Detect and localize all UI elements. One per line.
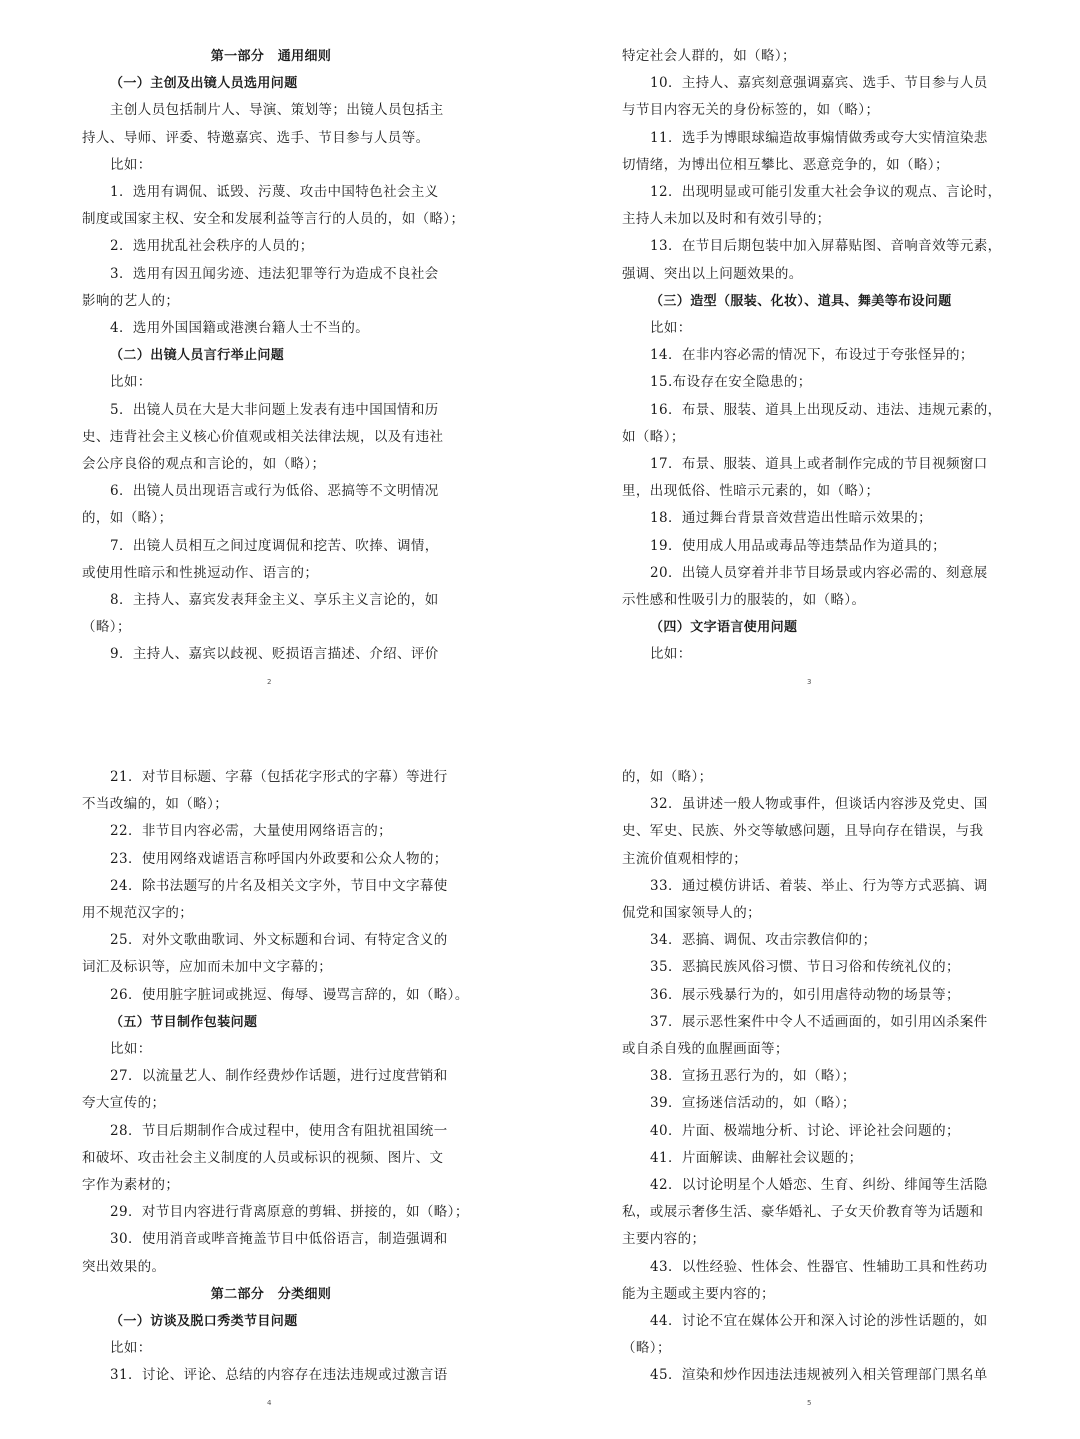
- section-heading: 第二部分 分类细则: [210, 1286, 332, 1302]
- section-heading: （四）文字语言使用问题: [650, 620, 798, 636]
- text-line: 持人、导师、评委、特邀嘉宾、选手、节目参与人员等。: [82, 129, 430, 146]
- section-heading: （一）主创及出镜人员选用问题: [110, 76, 298, 92]
- text-line: 17．布景、服装、道具上或者制作完成的节目视频窗口: [650, 456, 988, 473]
- text-line: 16．布景、服装、道具上出现反动、违法、违规元素的，: [650, 401, 1002, 418]
- text-line: 33．通过模仿讲话、着装、举止、行为等方式恶搞、调: [650, 877, 988, 894]
- text-line: 字作为素材的；: [82, 1177, 180, 1194]
- text-line: 的，如（略）；: [622, 769, 713, 785]
- text-line: 21．对节目标题、字幕（包括花字形式的字幕）等进行: [110, 769, 448, 785]
- text-line: 史、违背社会主义核心价值观或相关法律法规，以及有违社: [82, 428, 444, 445]
- text-line: 29．对节目内容进行背离原意的剪辑、拼接的，如（略）；: [110, 1204, 469, 1221]
- text-line: 强调、突出以上问题效果的。: [622, 265, 803, 282]
- text-line: 与节目内容无关的身份标签的，如（略）；: [622, 102, 880, 119]
- text-line: 15.布设存在安全隐患的；: [650, 374, 812, 391]
- text-line: 或使用性暗示和性挑逗动作、语言的；: [82, 564, 319, 581]
- text-line: （略）；: [82, 619, 131, 636]
- text-line: 私，或展示奢侈生活、豪华婚礼、子女天价教育等为话题和: [622, 1204, 984, 1221]
- text-line: 4．选用外国国籍或港澳台籍人士不当的。: [110, 320, 370, 337]
- text-line: 30．使用消音或哔音掩盖节目中低俗语言，制造强调和: [110, 1231, 448, 1248]
- text-line: 主要内容的；: [622, 1231, 706, 1248]
- text-line: 39．宣扬迷信活动的，如（略）；: [650, 1095, 856, 1112]
- document-page-3: [622, 43, 1000, 669]
- text-line: 38．宣扬丑恶行为的，如（略）；: [650, 1068, 856, 1085]
- text-line: 44．讨论不宜在媒体公开和深入讨论的涉性话题的，如: [650, 1313, 988, 1330]
- text-line: 2．选用扰乱社会秩序的人员的；: [110, 238, 314, 255]
- text-line: 31．讨论、评论、总结的内容存在违法违规或过激言语: [110, 1367, 448, 1384]
- text-line: 34．恶搞、调侃、攻击宗教信仰的；: [650, 932, 877, 949]
- page-number: 5: [807, 1399, 812, 1407]
- text-line: 切情绪，为博出位相互攀比、恶意竞争的，如（略）；: [622, 156, 949, 173]
- text-line: 22．非节目内容必需，大量使用网络语言的；: [110, 823, 393, 840]
- text-line: 比如：: [110, 1041, 152, 1058]
- text-line: 40．片面、极端地分析、讨论、评论社会问题的；: [650, 1122, 960, 1139]
- document-page-5: [622, 764, 1000, 1390]
- text-line: 14．在非内容必需的情况下，布设过于夸张怪异的；: [650, 347, 974, 364]
- text-line: 比如：: [110, 156, 152, 173]
- text-line: 37．展示恶性案件中令人不适画面的，如引用凶杀案件: [650, 1013, 988, 1030]
- text-line: 12．出现明显或可能引发重大社会争议的观点、言论时，: [650, 184, 1002, 201]
- text-line: 和破坏、攻击社会主义制度的人员或标识的视频、图片、文: [82, 1149, 444, 1166]
- text-line: 比如：: [650, 320, 692, 337]
- text-line: 比如：: [110, 374, 152, 391]
- text-line: 突出效果的。: [82, 1258, 166, 1275]
- text-line: 9．主持人、嘉宾以歧视、贬损语言描述、介绍、评价: [110, 646, 439, 663]
- text-line: 会公序良俗的观点和言论的，如（略）；: [82, 456, 326, 473]
- text-line: 42．以讨论明星个人婚恋、生育、纠纷、绯闻等生活隐: [650, 1177, 988, 1194]
- text-line: 11．选手为博眼球编造故事煽情做秀或夸大实情渲染悲: [650, 129, 988, 146]
- document-page-4: [82, 764, 469, 1390]
- text-line: 20．出镜人员穿着并非节目场景或内容必需的、刻意展: [650, 564, 988, 581]
- text-line: 或自杀自残的血腥画面等；: [622, 1041, 789, 1058]
- text-line: 主持人未加以及时和有效引导的；: [622, 211, 831, 228]
- text-line: 3．选用有因丑闻劣迹、违法犯罪等行为造成不良社会: [110, 265, 439, 282]
- page-number: 3: [807, 678, 812, 686]
- text-line: 能为主题或主要内容的；: [622, 1285, 775, 1302]
- section-heading: （一）访谈及脱口秀类节目问题: [110, 1314, 298, 1330]
- text-line: 制度或国家主权、安全和发展利益等言行的人员的，如（略）；: [82, 211, 465, 228]
- text-line: 23．使用网络戏谑语言称呼国内外政要和公众人物的；: [110, 850, 448, 867]
- text-line: 28．节目后期制作合成过程中，使用含有阻扰祖国统一: [110, 1122, 448, 1139]
- text-line: 史、军史、民族、外交等敏感问题，且导向存在错误，与我: [622, 823, 984, 840]
- text-line: 10．主持人、嘉宾刻意强调嘉宾、选手、节目参与人员: [650, 75, 988, 92]
- text-line: 35．恶搞民族风俗习惯、节日习俗和传统礼仪的；: [650, 959, 960, 976]
- text-line: 1．选用有调侃、诋毁、污蔑、攻击中国特色社会主义: [110, 184, 439, 201]
- text-line: 32．虽讲述一般人物或事件，但谈话内容涉及党史、国: [650, 796, 988, 813]
- text-line: 27．以流量艺人、制作经费炒作话题，进行过度营销和: [110, 1068, 448, 1085]
- text-line: 45．渲染和炒作因违法违规被列入相关管理部门黑名单: [650, 1367, 988, 1384]
- text-line: 26．使用脏字脏词或挑逗、侮辱、谩骂言辞的，如（略）。: [110, 986, 469, 1003]
- text-line: 影响的艺人的；: [82, 292, 180, 309]
- text-line: 43．以性经验、性体会、性器官、性辅助工具和性药功: [650, 1258, 988, 1275]
- section-heading: （三）造型（服装、化妆）、道具、舞美等布设问题: [650, 293, 952, 309]
- text-line: 36．展示残暴行为的，如引用虐待动物的场景等；: [650, 986, 960, 1003]
- text-line: 6．出镜人员出现语言或行为低俗、恶搞等不文明情况: [110, 483, 439, 500]
- text-line: 19．使用成人用品或毒品等违禁品作为道具的；: [650, 537, 946, 554]
- document-page-2: [82, 43, 465, 669]
- text-line: 不当改编的，如（略）；: [82, 796, 229, 813]
- text-line: 8．主持人、嘉宾发表拜金主义、享乐主义言论的，如: [110, 592, 439, 609]
- page-number: 2: [267, 678, 272, 686]
- section-heading: （五）节目制作包装问题: [110, 1014, 258, 1030]
- text-line: 主流价值观相悖的；: [622, 850, 748, 867]
- text-line: 比如：: [650, 646, 692, 663]
- page-number: 4: [267, 1399, 272, 1407]
- section-heading: 第一部分 通用细则: [210, 49, 332, 64]
- text-line: （略）；: [622, 1340, 671, 1357]
- section-heading: （二）出镜人员言行举止问题: [110, 348, 285, 364]
- text-line: 18．通过舞台背景音效营造出性暗示效果的；: [650, 510, 933, 527]
- text-line: 用不规范汉字的；: [82, 905, 194, 922]
- text-line: 13．在节目后期包装中加入屏幕贴图、音响音效等元素，: [650, 238, 1002, 255]
- text-line: 41．片面解读、曲解社会议题的；: [650, 1149, 863, 1166]
- text-line: 夸大宣传的；: [82, 1095, 166, 1112]
- text-line: 7．出镜人员相互之间过度调侃和挖苦、吹捧、调情，: [110, 537, 439, 554]
- text-line: 特定社会人群的，如（略）；: [622, 48, 796, 64]
- text-line: 25．对外文歌曲歌词、外文标题和台词、有特定含义的: [110, 932, 448, 949]
- text-line: 比如：: [110, 1340, 152, 1357]
- text-line: 24．除书法题写的片名及相关文字外，节目中文字幕使: [110, 877, 448, 894]
- text-line: 主创人员包括制片人、导演、策划等；出镜人员包括主: [110, 102, 444, 119]
- text-line: 词汇及标识等，应加而未加中文字幕的；: [82, 959, 333, 976]
- text-line: 5．出镜人员在大是大非问题上发表有违中国国情和历: [110, 401, 439, 418]
- text-line: 里，出现低俗、性暗示元素的，如（略）；: [622, 483, 880, 500]
- text-line: 示性感和性吸引力的服装的，如（略）。: [622, 592, 866, 609]
- text-line: 侃党和国家领导人的；: [622, 905, 761, 922]
- text-line: 的，如（略）；: [82, 510, 173, 527]
- text-line: 如（略）；: [622, 428, 685, 445]
